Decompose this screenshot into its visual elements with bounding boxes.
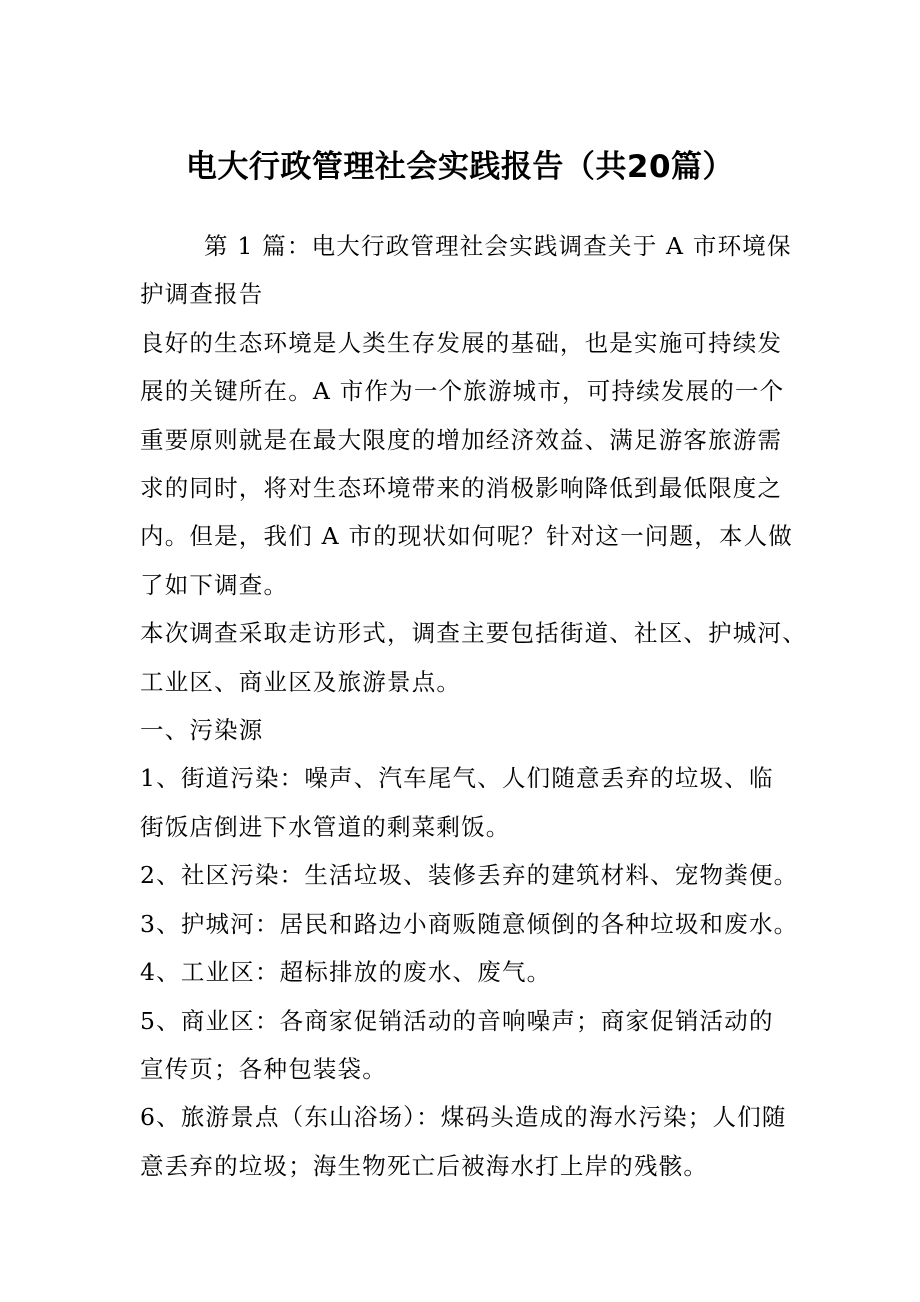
list-item-line: 1、街道污染：噪声、汽车尾气、人们随意丢弃的垃圾、临 bbox=[140, 764, 774, 793]
document-body bbox=[140, 222, 807, 1190]
paragraph-line: 重要原则就是在最大限度的增加经济效益、满足游客旅游需 bbox=[140, 425, 783, 454]
list-item-line: 街饭店倒进下水管道的剩菜剩饭。 bbox=[140, 812, 511, 841]
list-item-line: 意丢弃的垃圾；海生物死亡后被海水打上岸的残骸。 bbox=[140, 1151, 709, 1180]
list-item-line: 宣传页；各种包装袋。 bbox=[140, 1054, 387, 1083]
paragraph-line: 工业区、商业区及旅游景点。 bbox=[140, 667, 462, 696]
chapter-heading-line-2: 护调查报告 bbox=[140, 280, 264, 309]
list-item-line: 5、商业区：各商家促销活动的音响噪声；商家促销活动的 bbox=[140, 1006, 774, 1035]
paragraph-line: 本次调查采取走访形式，调查主要包括街道、社区、护城河、 bbox=[140, 619, 807, 648]
paragraph-line: 了如下调查。 bbox=[140, 570, 289, 599]
list-item-line: 6、旅游景点（东山浴场）：煤码头造成的海水污染；人们随 bbox=[140, 1103, 787, 1132]
paragraph-line: 良好的生态环境是人类生存发展的基础，也是实施可持续发 bbox=[140, 328, 783, 357]
chapter-heading-line-1: 第 1 篇：电大行政管理社会实践调查关于 A 市环境保 bbox=[204, 232, 792, 260]
document-title: 电大行政管理社会实践报告（共20篇） bbox=[185, 149, 735, 185]
paragraph-line: 求的同时，将对生态环境带来的消极影响降低到最低限度之 bbox=[140, 474, 783, 503]
list-item-line: 3、护城河：居民和路边小商贩随意倾倒的各种垃圾和废水。 bbox=[140, 909, 799, 938]
list-item-line: 4、工业区：超标排放的废水、废气。 bbox=[140, 958, 552, 987]
paragraph-line: 展的关键所在。A 市作为一个旅游城市，可持续发展的一个 bbox=[140, 377, 785, 406]
list-item-line: 2、社区污染：生活垃圾、装修丢弃的建筑材料、宠物粪便。 bbox=[140, 861, 799, 890]
paragraph-line: 内。但是，我们 A 市的现状如何呢？针对这一问题，本人做 bbox=[140, 522, 794, 551]
section-heading: 一、污染源 bbox=[140, 716, 264, 745]
